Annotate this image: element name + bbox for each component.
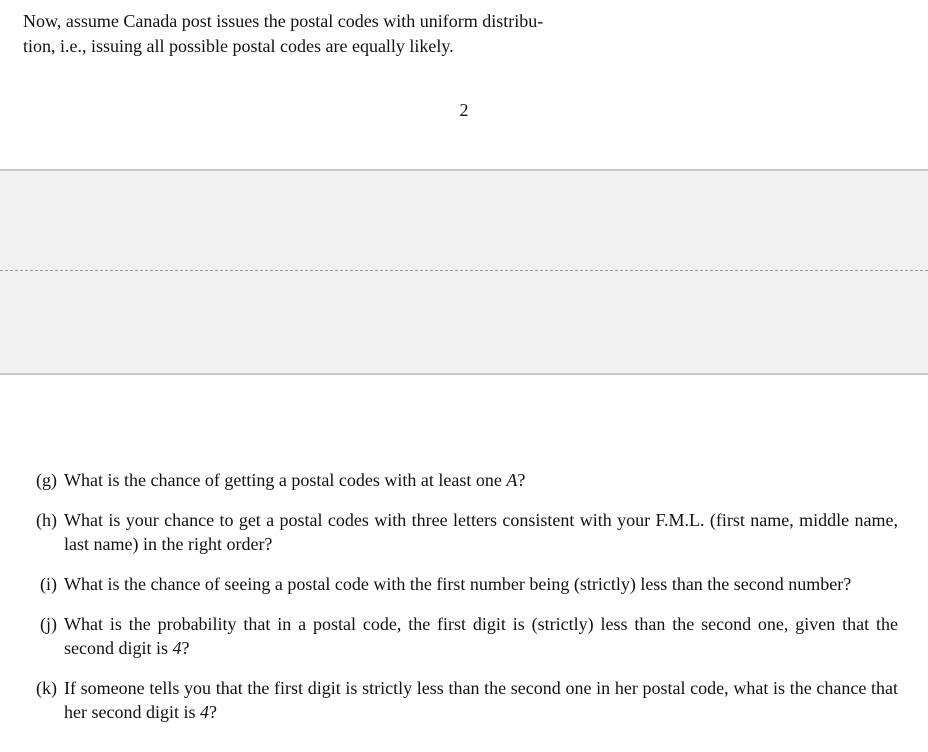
intro-line-2: tion, i.e., issuing all possible postal codes are equally likely. bbox=[23, 36, 454, 56]
intro-line-1: Now, assume Canada post issues the postal codes with uniform distribu- bbox=[23, 11, 544, 31]
question-text: What is your chance to get a postal codes with three letters consistent with your F.M.L. (first name, middle name, last name) in the right order? bbox=[64, 510, 898, 554]
question-text: What is the chance of getting a postal codes with at least one A? bbox=[64, 470, 526, 490]
question-j bbox=[0, 612, 898, 660]
question-label: (i) bbox=[40, 574, 57, 594]
question-label: (h) bbox=[36, 510, 57, 530]
math-number: 4 bbox=[199, 702, 209, 722]
question-text: If someone tells you that the first digit is strictly less than the second one in her postal code, what is the chance that her second digit is 4? bbox=[64, 678, 898, 722]
question-k bbox=[0, 676, 898, 724]
math-variable: A bbox=[506, 470, 518, 490]
question-h bbox=[0, 508, 898, 556]
math-number: 4 bbox=[172, 638, 182, 658]
page-break-dashed-line bbox=[0, 270, 928, 271]
question-text: What is the chance of seeing a postal code with the first number being (strictly) less than the second number? bbox=[64, 574, 852, 594]
page-break-separator bbox=[0, 169, 928, 375]
question-label: (k) bbox=[36, 678, 57, 698]
question-label: (g) bbox=[36, 470, 57, 490]
question-g bbox=[0, 468, 898, 492]
question-text: What is the probability that in a postal code, the first digit is (strictly) less than the second one, given that the second digit is 4? bbox=[64, 614, 898, 658]
question-i bbox=[0, 572, 898, 596]
intro-paragraph bbox=[23, 9, 603, 59]
page-number: 2 bbox=[459, 100, 469, 120]
question-label: (j) bbox=[40, 614, 57, 634]
